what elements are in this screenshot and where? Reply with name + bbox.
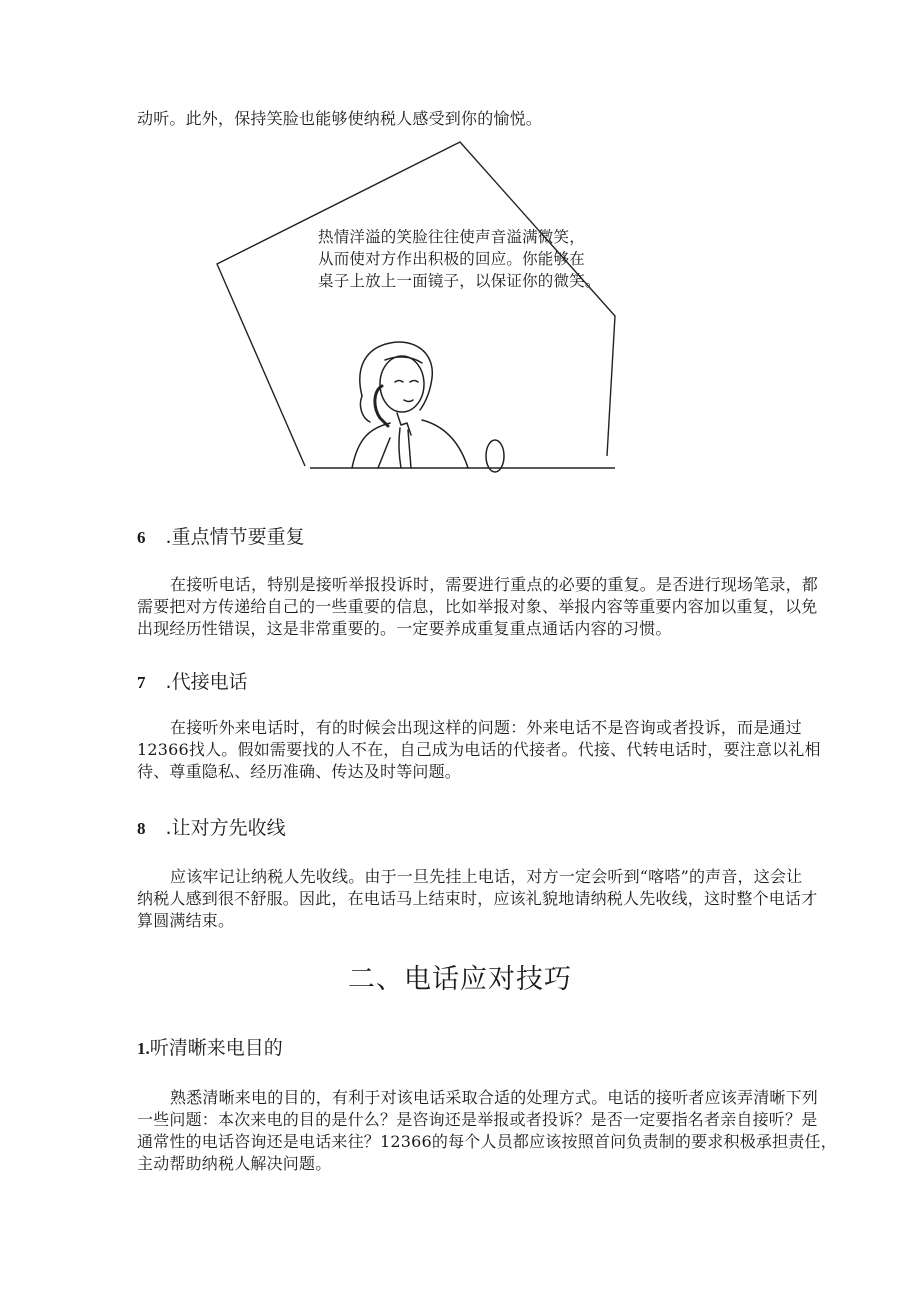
text-line: 出现经历性错误，这是非常重要的。一定要养成重复重点通话内容的习惯。 xyxy=(137,619,672,638)
section-heading-7 xyxy=(137,667,248,694)
subsection-heading-1 xyxy=(137,1033,283,1060)
section-number: 7 xyxy=(137,673,146,692)
section-number: 1. xyxy=(137,1039,150,1058)
subsection-paragraph-1 xyxy=(137,1087,837,1175)
woman-on-phone-drawing xyxy=(352,342,504,472)
text-line: 主动帮助纳税人解决问题。 xyxy=(137,1154,332,1173)
text-line: 算圆满结束。 xyxy=(137,911,235,930)
section-title: 听清晰来电目的 xyxy=(149,1037,283,1059)
figure-caption xyxy=(318,226,601,292)
top-paragraph xyxy=(137,108,542,130)
text-line: 熟悉清晰来电的目的，有利于对该电话采取合适的处理方式。电话的接听者应该弄清晰下列 xyxy=(170,1088,819,1107)
section-paragraph-6 xyxy=(137,574,818,640)
pentagon-frame-graphic xyxy=(210,138,630,483)
text-line: 动听。此外，保持笑脸也能够使纳税人感受到你的愉悦。 xyxy=(137,109,543,128)
smile-illustration xyxy=(210,138,630,483)
text-line: 在接听外来电话时，有的时候会出现这样的问题：外来电话不是咨询或者投诉，而是通过 xyxy=(170,718,802,737)
section-heading-8 xyxy=(137,813,286,840)
section-number: 6 xyxy=(137,528,146,547)
section-title: .让对方先收线 xyxy=(165,817,286,839)
caption-line: 热情洋溢的笑脸往往使声音溢满微笑， xyxy=(318,228,585,246)
text-line: 通常性的电话咨询还是电话来往？12366的每个人员都应该按照首问负责制的要求积极承担责任， xyxy=(137,1132,837,1151)
text-line: 待、尊重隐私、经历准确、传达及时等问题。 xyxy=(137,762,462,781)
text-line: 12366找人。假如需要找的人不在，自己成为电话的代接者。代接、代转电话时，要注意以礼相 xyxy=(137,740,821,759)
text-line: 应该牢记让纳税人先收线。由于一旦先挂上电话，对方一定会听到“喀嗒”的声音，这会让 xyxy=(170,867,803,886)
text-line: 需要把对方传递给自己的一些重要的信息，比如举报对象、举报内容等重要内容加以重复，以免 xyxy=(137,597,818,616)
section-number: 8 xyxy=(137,819,146,838)
text-line: 一些问题：本次来电的目的是什么？是咨询还是举报或者投诉？是否一定要指名者亲自接听？是 xyxy=(137,1110,818,1129)
caption-line: 从而使对方作出积极的回应。你能够在 xyxy=(318,250,585,268)
caption-line: 桌子上放上一面镜子，以保证你的微笑。 xyxy=(318,272,601,290)
section-title: .重点情节要重复 xyxy=(165,526,305,548)
section-paragraph-8 xyxy=(137,866,817,932)
text-line: 纳税人感到很不舒服。因此，在电话马上结束时，应该礼貌地请纳税人先收线，这时整个电话才 xyxy=(137,889,818,908)
section-title: .代接电话 xyxy=(165,671,248,693)
section-paragraph-7 xyxy=(137,717,821,783)
section-heading-6 xyxy=(137,522,305,549)
text-line: 在接听电话，特别是接听举报投诉时，需要进行重点的必要的重复。是否进行现场笔录，都 xyxy=(170,575,819,594)
chapter-title: 二、电话应对技巧 xyxy=(348,964,572,995)
